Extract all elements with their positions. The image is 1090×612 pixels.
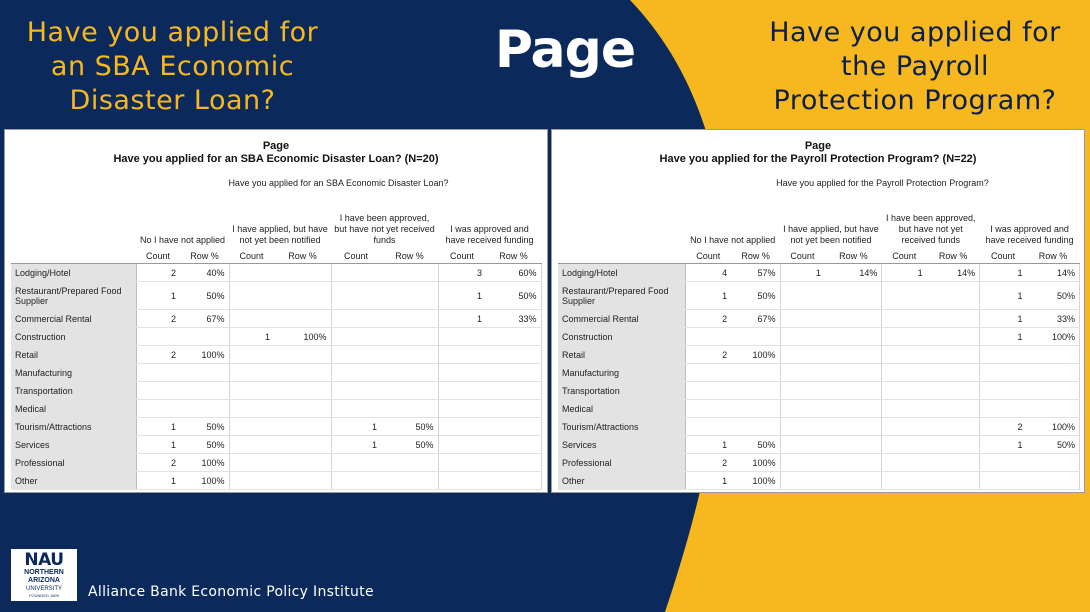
row-percent-cell	[1026, 472, 1079, 490]
row-percent-cell	[825, 328, 882, 346]
count-cell	[780, 418, 825, 436]
row-percent-cell: 100%	[1026, 418, 1079, 436]
column-header: I have been approved, but have not yet received funds	[334, 213, 435, 245]
row-percent-cell	[381, 310, 438, 328]
row-percent-cell: 100%	[274, 328, 331, 346]
row-percent-header: Row %	[927, 247, 980, 264]
count-cell: 3	[438, 264, 486, 282]
row-label: Construction	[558, 328, 685, 346]
center-page-title: Page	[494, 20, 636, 80]
row-percent-cell: 100%	[180, 472, 229, 490]
sba-table-subtitle: Have you applied for an SBA Economic Disaster Loan? (N=20)	[113, 153, 439, 165]
row-percent-cell	[381, 472, 438, 490]
row-percent-cell	[927, 364, 980, 382]
count-cell: 1	[882, 264, 927, 282]
row-percent-cell: 100%	[180, 346, 229, 364]
row-percent-cell: 33%	[1026, 310, 1079, 328]
count-cell	[882, 346, 927, 364]
row-percent-cell	[381, 346, 438, 364]
count-cell	[331, 310, 381, 328]
row-percent-cell	[274, 454, 331, 472]
row-percent-cell: 50%	[731, 282, 780, 310]
row-percent-cell	[274, 472, 331, 490]
count-cell: 1	[438, 310, 486, 328]
row-percent-cell	[927, 472, 980, 490]
logo-founded: FOUNDED 1899	[29, 593, 59, 598]
row-label: Services	[558, 436, 685, 454]
count-cell	[229, 310, 274, 328]
row-percent-cell	[927, 454, 980, 472]
sba-crosstab-table	[11, 175, 542, 490]
count-cell	[780, 328, 825, 346]
row-percent-cell	[825, 472, 882, 490]
row-percent-cell	[180, 400, 229, 418]
count-cell	[980, 400, 1027, 418]
table-row	[558, 282, 1080, 310]
count-cell	[136, 400, 180, 418]
row-percent-cell	[180, 328, 229, 346]
row-percent-cell	[825, 310, 882, 328]
row-percent-cell	[825, 364, 882, 382]
row-percent-header: Row %	[731, 247, 780, 264]
count-header: Count	[685, 247, 731, 264]
table-row	[558, 454, 1080, 472]
row-label: Retail	[558, 346, 685, 364]
count-cell	[229, 400, 274, 418]
count-cell	[331, 364, 381, 382]
row-percent-cell	[274, 364, 331, 382]
count-cell: 1	[685, 472, 731, 490]
row-label: Professional	[558, 454, 685, 472]
count-cell	[438, 418, 486, 436]
column-header: I was approved and have received funding	[445, 224, 534, 245]
row-percent-cell	[825, 346, 882, 364]
count-cell	[438, 328, 486, 346]
row-percent-cell: 57%	[731, 264, 780, 282]
row-percent-cell: 100%	[1026, 328, 1079, 346]
count-cell	[980, 454, 1027, 472]
count-cell	[438, 436, 486, 454]
row-label: Other	[11, 472, 136, 490]
row-label: Transportation	[558, 382, 685, 400]
row-percent-cell	[486, 472, 541, 490]
count-cell	[882, 382, 927, 400]
row-percent-cell	[381, 264, 438, 282]
row-percent-cell	[825, 282, 882, 310]
row-percent-cell	[927, 436, 980, 454]
count-header: Count	[980, 247, 1027, 264]
count-cell: 4	[685, 264, 731, 282]
row-percent-cell	[825, 382, 882, 400]
row-percent-cell: 100%	[731, 346, 780, 364]
count-cell	[331, 472, 381, 490]
row-label: Professional	[11, 454, 136, 472]
row-percent-cell: 14%	[927, 264, 980, 282]
row-percent-cell	[927, 328, 980, 346]
table-row	[11, 282, 541, 310]
count-cell	[438, 400, 486, 418]
row-percent-cell	[274, 346, 331, 364]
row-percent-cell	[731, 418, 780, 436]
row-percent-cell: 50%	[1026, 436, 1079, 454]
row-label: Services	[11, 436, 136, 454]
corner-cell	[558, 175, 685, 191]
count-cell	[685, 418, 731, 436]
count-cell	[438, 346, 486, 364]
row-percent-cell	[381, 364, 438, 382]
count-header: Count	[331, 247, 381, 264]
count-cell	[438, 454, 486, 472]
count-cell: 1	[136, 472, 180, 490]
corner-cell	[11, 191, 136, 247]
count-cell: 1	[331, 436, 381, 454]
table-row	[11, 400, 541, 418]
table-row	[558, 264, 1080, 282]
count-cell	[882, 472, 927, 490]
institute-name: Alliance Bank Economic Policy Institute	[88, 584, 374, 600]
row-label: Lodging/Hotel	[11, 264, 136, 282]
corner-cell	[11, 247, 136, 264]
row-percent-cell	[274, 310, 331, 328]
count-cell: 2	[685, 310, 731, 328]
table-row	[558, 346, 1080, 364]
row-percent-header: Row %	[1026, 247, 1079, 264]
count-cell	[438, 364, 486, 382]
count-cell	[882, 454, 927, 472]
count-cell: 1	[980, 264, 1027, 282]
row-percent-cell	[381, 400, 438, 418]
count-cell	[229, 364, 274, 382]
table-row	[558, 400, 1080, 418]
count-cell	[331, 400, 381, 418]
row-percent-cell: 50%	[731, 436, 780, 454]
row-label: Retail	[11, 346, 136, 364]
row-percent-header: Row %	[825, 247, 882, 264]
count-cell: 1	[229, 328, 274, 346]
row-label: Lodging/Hotel	[558, 264, 685, 282]
right-question-heading	[740, 16, 1090, 118]
row-percent-cell	[381, 382, 438, 400]
column-header: I was approved and have received funding	[985, 224, 1074, 245]
count-cell: 1	[685, 436, 731, 454]
table-row	[558, 382, 1080, 400]
count-cell	[685, 382, 731, 400]
row-percent-cell	[1026, 364, 1079, 382]
row-label: Commercial Rental	[11, 310, 136, 328]
row-percent-cell	[274, 400, 331, 418]
row-percent-cell	[274, 418, 331, 436]
row-percent-cell	[486, 382, 541, 400]
count-cell: 2	[685, 454, 731, 472]
right-question-line-1: Have you applied for	[769, 17, 1061, 48]
row-percent-cell	[1026, 400, 1079, 418]
row-percent-cell	[731, 382, 780, 400]
row-label: Medical	[11, 400, 136, 418]
logo-nau-text: NAU	[24, 550, 64, 570]
row-percent-header: Row %	[381, 247, 438, 264]
row-percent-header: Row %	[274, 247, 331, 264]
count-cell	[780, 282, 825, 310]
count-cell	[331, 346, 381, 364]
table-row	[11, 310, 541, 328]
count-cell	[331, 328, 381, 346]
table-row	[558, 364, 1080, 382]
count-cell	[882, 364, 927, 382]
count-cell	[229, 264, 274, 282]
count-cell	[229, 418, 274, 436]
count-cell	[229, 472, 274, 490]
row-percent-cell	[731, 328, 780, 346]
count-cell	[229, 382, 274, 400]
column-header: I have applied, but have not yet been notified	[783, 224, 879, 245]
row-percent-cell	[825, 418, 882, 436]
count-cell	[438, 382, 486, 400]
row-percent-cell	[1026, 346, 1079, 364]
table-row	[558, 418, 1080, 436]
row-percent-cell: 67%	[180, 310, 229, 328]
table-row	[558, 328, 1080, 346]
row-label: Construction	[11, 328, 136, 346]
count-header: Count	[438, 247, 486, 264]
count-cell	[685, 400, 731, 418]
row-percent-cell: 100%	[731, 472, 780, 490]
row-percent-cell	[274, 264, 331, 282]
count-cell	[685, 328, 731, 346]
row-percent-cell	[180, 382, 229, 400]
count-cell: 2	[136, 310, 180, 328]
logo-arizona: ARIZONA	[28, 577, 60, 584]
table-row	[11, 418, 541, 436]
count-cell: 1	[780, 264, 825, 282]
row-percent-cell	[731, 364, 780, 382]
count-cell	[229, 282, 274, 310]
logo-university: UNIVERSITY	[25, 586, 62, 592]
left-question-line-3: Disaster Loan?	[69, 85, 276, 116]
row-percent-cell: 50%	[180, 282, 229, 310]
count-cell	[882, 436, 927, 454]
count-cell: 2	[980, 418, 1027, 436]
table-row	[11, 364, 541, 382]
row-percent-cell: 100%	[180, 454, 229, 472]
count-header: Count	[780, 247, 825, 264]
row-percent-cell: 60%	[486, 264, 541, 282]
row-percent-cell: 14%	[825, 264, 882, 282]
count-cell	[882, 328, 927, 346]
count-cell	[136, 382, 180, 400]
count-cell: 1	[136, 436, 180, 454]
row-label: Tourism/Attractions	[558, 418, 685, 436]
row-percent-cell: 50%	[180, 436, 229, 454]
table-row	[11, 436, 541, 454]
row-percent-cell	[927, 310, 980, 328]
row-percent-cell: 67%	[731, 310, 780, 328]
row-percent-cell	[927, 400, 980, 418]
sba-table-title: Page	[262, 140, 290, 152]
count-cell	[780, 310, 825, 328]
count-cell	[882, 400, 927, 418]
row-percent-cell	[825, 436, 882, 454]
row-percent-cell	[486, 436, 541, 454]
row-percent-cell	[825, 454, 882, 472]
row-percent-cell	[927, 346, 980, 364]
row-percent-cell	[381, 328, 438, 346]
count-cell: 2	[685, 346, 731, 364]
row-percent-cell	[274, 382, 331, 400]
count-cell	[685, 364, 731, 382]
row-percent-cell	[486, 454, 541, 472]
left-question-heading	[10, 16, 335, 118]
count-cell: 2	[136, 264, 180, 282]
row-percent-cell	[381, 282, 438, 310]
table-row	[558, 310, 1080, 328]
count-cell: 1	[980, 310, 1027, 328]
row-label: Other	[558, 472, 685, 490]
row-percent-cell	[274, 282, 331, 310]
row-percent-cell	[486, 328, 541, 346]
row-percent-cell	[486, 346, 541, 364]
row-percent-cell	[486, 400, 541, 418]
ppp-table-title: Page	[804, 140, 832, 152]
table-row	[11, 346, 541, 364]
count-cell: 1	[980, 436, 1027, 454]
count-cell	[980, 346, 1027, 364]
table-row	[11, 328, 541, 346]
row-percent-cell	[180, 364, 229, 382]
count-cell: 1	[331, 418, 381, 436]
count-cell	[780, 436, 825, 454]
row-percent-cell	[731, 400, 780, 418]
count-cell	[980, 382, 1027, 400]
row-percent-cell	[486, 364, 541, 382]
count-cell	[980, 472, 1027, 490]
row-label: Transportation	[11, 382, 136, 400]
row-percent-cell: 50%	[486, 282, 541, 310]
table-row	[11, 454, 541, 472]
column-header: No I have not applied	[139, 235, 226, 245]
row-label: Tourism/Attractions	[11, 418, 136, 436]
row-percent-cell	[486, 418, 541, 436]
group-header: Have you applied for the Payroll Protection Program?	[776, 177, 989, 188]
count-cell	[780, 346, 825, 364]
row-label: Manufacturing	[11, 364, 136, 382]
row-label: Restaurant/Prepared Food Supplier	[11, 282, 136, 310]
count-cell: 1	[980, 282, 1027, 310]
row-percent-header: Row %	[180, 247, 229, 264]
row-label: Commercial Rental	[558, 310, 685, 328]
table-row	[11, 382, 541, 400]
count-cell	[980, 364, 1027, 382]
group-header: Have you applied for an SBA Economic Disaster Loan?	[228, 177, 449, 188]
count-cell	[331, 454, 381, 472]
ppp-crosstab-panel	[551, 129, 1085, 493]
row-percent-header: Row %	[486, 247, 541, 264]
row-percent-cell: 50%	[381, 418, 438, 436]
table-row	[11, 264, 541, 282]
count-cell	[331, 282, 381, 310]
logo-northern: NORTHERN	[24, 569, 64, 576]
count-cell	[136, 328, 180, 346]
count-header: Count	[229, 247, 274, 264]
nau-logo	[11, 549, 77, 601]
row-percent-cell: 50%	[381, 436, 438, 454]
right-question-line-2: the Payroll	[840, 51, 989, 82]
row-label: Restaurant/Prepared Food Supplier	[558, 282, 685, 310]
row-percent-cell: 100%	[731, 454, 780, 472]
count-cell: 2	[136, 346, 180, 364]
row-label: Manufacturing	[558, 364, 685, 382]
count-cell	[229, 454, 274, 472]
count-cell	[780, 364, 825, 382]
count-cell: 1	[136, 282, 180, 310]
row-percent-cell: 50%	[180, 418, 229, 436]
count-header: Count	[136, 247, 180, 264]
row-percent-cell	[1026, 454, 1079, 472]
corner-cell	[558, 247, 685, 264]
count-cell	[780, 400, 825, 418]
count-header: Count	[882, 247, 927, 264]
row-percent-cell: 40%	[180, 264, 229, 282]
count-cell: 1	[136, 418, 180, 436]
left-question-line-2: an SBA Economic	[50, 51, 295, 82]
table-row	[558, 472, 1080, 490]
row-percent-cell	[825, 400, 882, 418]
count-cell: 1	[438, 282, 486, 310]
column-header: I have applied, but have not yet been notified	[232, 224, 328, 245]
count-cell	[780, 382, 825, 400]
row-percent-cell	[927, 382, 980, 400]
count-cell: 2	[136, 454, 180, 472]
count-cell: 1	[685, 282, 731, 310]
column-header: No I have not applied	[690, 235, 776, 245]
count-cell	[331, 382, 381, 400]
corner-cell	[11, 175, 136, 191]
left-question-line-1: Have you applied for	[26, 17, 319, 48]
count-cell	[882, 418, 927, 436]
corner-cell	[558, 191, 685, 247]
count-cell	[136, 364, 180, 382]
sba-loan-crosstab-panel	[4, 129, 548, 493]
table-row	[558, 436, 1080, 454]
row-percent-cell	[1026, 382, 1079, 400]
column-header: I have been approved, but have not yet received funds	[885, 213, 976, 245]
row-label: Medical	[558, 400, 685, 418]
row-percent-cell	[274, 436, 331, 454]
count-cell	[229, 346, 274, 364]
count-cell: 1	[980, 328, 1027, 346]
count-cell	[331, 264, 381, 282]
count-cell	[438, 472, 486, 490]
row-percent-cell	[927, 418, 980, 436]
count-cell	[882, 310, 927, 328]
ppp-table-subtitle: Have you applied for the Payroll Protection Program? (N=22)	[659, 153, 977, 165]
right-question-line-3: Protection Program?	[773, 85, 1057, 116]
row-percent-cell: 33%	[486, 310, 541, 328]
table-row	[11, 472, 541, 490]
count-cell	[229, 436, 274, 454]
count-cell	[780, 454, 825, 472]
row-percent-cell: 50%	[1026, 282, 1079, 310]
count-cell	[882, 282, 927, 310]
row-percent-cell: 14%	[1026, 264, 1079, 282]
ppp-crosstab-table	[558, 175, 1080, 490]
row-percent-cell	[381, 454, 438, 472]
row-percent-cell	[927, 282, 980, 310]
count-cell	[780, 472, 825, 490]
